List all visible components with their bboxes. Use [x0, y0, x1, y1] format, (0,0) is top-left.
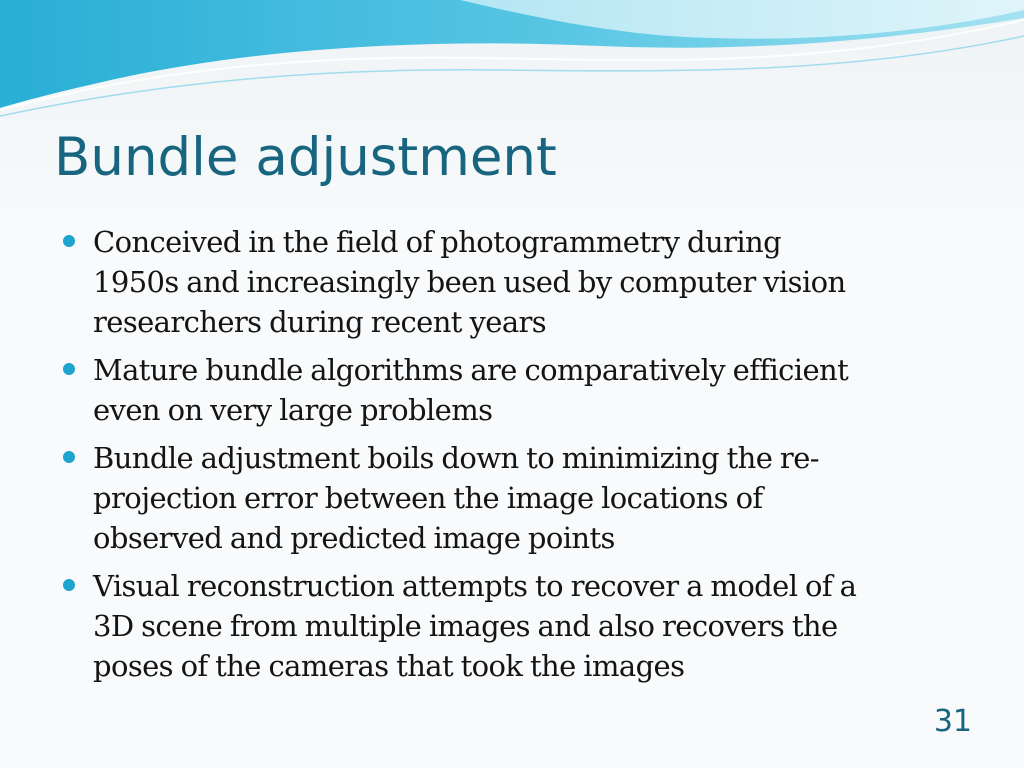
bullet-dot-icon	[63, 235, 75, 247]
bullet-item	[60, 350, 960, 430]
slide-page-number: 31	[933, 704, 972, 739]
bullet-dot-icon	[63, 451, 75, 463]
bullet-line: even on very large problems	[93, 393, 493, 427]
bullet-line: Conceived in the field of photogrammetry during	[93, 225, 782, 259]
bullet-line: poses of the cameras that took the images	[93, 649, 685, 683]
bullet-line: 1950s and increasingly been used by computer vision	[93, 265, 846, 299]
header-wave-decoration	[0, 0, 1024, 130]
bullet-line: observed and predicted image points	[93, 521, 615, 555]
bullet-dot-icon	[63, 363, 75, 375]
bullet-line: projection error between the image locations of	[93, 481, 763, 515]
bullet-line: Bundle adjustment boils down to minimizing the re-	[93, 441, 819, 475]
bullet-line: Visual reconstruction attempts to recover a model of a	[93, 569, 857, 603]
bullet-list	[60, 222, 960, 694]
bullet-item	[60, 438, 960, 558]
bullet-item	[60, 222, 960, 342]
bullet-dot-icon	[63, 579, 75, 591]
bullet-line: Mature bundle algorithms are comparatively efficient	[93, 353, 849, 387]
bullet-line: researchers during recent years	[93, 305, 547, 339]
bullet-line: 3D scene from multiple images and also recovers the	[93, 609, 838, 643]
bullet-item	[60, 566, 960, 686]
slide-title: Bundle adjustment	[54, 127, 557, 188]
